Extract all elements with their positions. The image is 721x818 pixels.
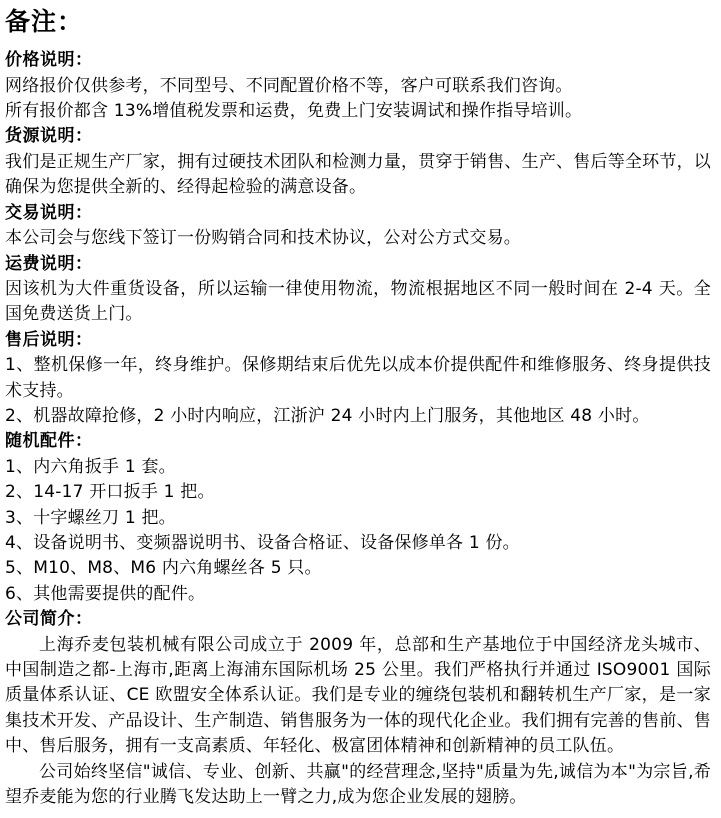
section-paragraph: 4、设备说明书、变频器说明书、设备合格证、设备保修单各 1 份。 [5, 532, 520, 553]
section-paragraph: 因该机为大件重货设备，所以运输一律使用物流，物流根据地区不同一般时间在 2-4 天。全国免费送货上门。 [5, 278, 711, 325]
section-heading: 售后说明： [5, 329, 93, 350]
section-heading: 运费说明： [5, 253, 93, 274]
section-heading: 公司简介： [5, 609, 93, 630]
section-paragraph: 1、内六角扳手 1 套。 [5, 456, 176, 477]
section-heading: 价格说明： [5, 50, 93, 71]
section-paragraph: 2、机器故障抢修，2 小时内响应，江浙沪 24 小时内上门服务，其他地区 48 小时。 [5, 405, 650, 426]
section-paragraph: 所有报价都含 13%增值税发票和运费，免费上门安装调试和操作指导培训。 [5, 101, 583, 122]
section-paragraph: 1、整机保修一年，终身维护。保修期结束后优先以成本价提供配件和维修服务、终身提供技术支持。 [5, 355, 711, 401]
sections-container [5, 48, 711, 810]
section-heading: 随机配件： [5, 431, 93, 452]
section-paragraph: 2、14-17 开口扳手 1 把。 [5, 482, 215, 503]
section-heading: 交易说明： [5, 202, 93, 223]
section-paragraph: 上海乔麦包装机械有限公司成立于 2009 年，总部和生产基地位于中国经济龙头城市、中国制造之都-上海市,距离上海浦东国际机场 25 公里。我们严格执行并通过 ISO9001 国际质量体系认证、CE 欧盟安全体系认证。我们是专业的缠绕包装机和翻转机生产厂家，是一家集技术开发、产品设计、生产制造、销售服务为一体的现代化企业。我们拥有完善的售前、售中、售后服务，拥有一支高素质、年轻化、极富团体精神和创新精神的员工队伍。 [5, 634, 711, 757]
section-paragraph: 公司始终坚信"诚信、专业、创新、共赢"的经营理念,坚持"质量为先,诚信为本"为宗旨,希望乔麦能为您的行业腾飞发达助上一臂之力,成为您企业发展的翅膀。 [5, 761, 711, 808]
page-title: 备注： [5, 7, 84, 36]
section-paragraph: 3、十字螺丝刀 1 把。 [5, 507, 176, 528]
section-paragraph: 5、M10、M8、M6 内六角螺丝各 5 只。 [5, 558, 322, 579]
section-heading: 货源说明： [5, 126, 93, 147]
section-paragraph: 6、其他需要提供的配件。 [5, 583, 206, 604]
section-paragraph: 网络报价仅供参考，不同型号、不同配置价格不等，客户可联系我们咨询。 [5, 75, 573, 96]
section-paragraph: 我们是正规生产厂家，拥有过硬技术团队和检测力量，贯穿于销售、生产、售后等全环节，以确保为您提供全新的、经得起检验的满意设备。 [5, 151, 711, 198]
section-paragraph: 本公司会与您线下签订一份购销合同和技术协议，公对公方式交易。 [5, 228, 521, 249]
